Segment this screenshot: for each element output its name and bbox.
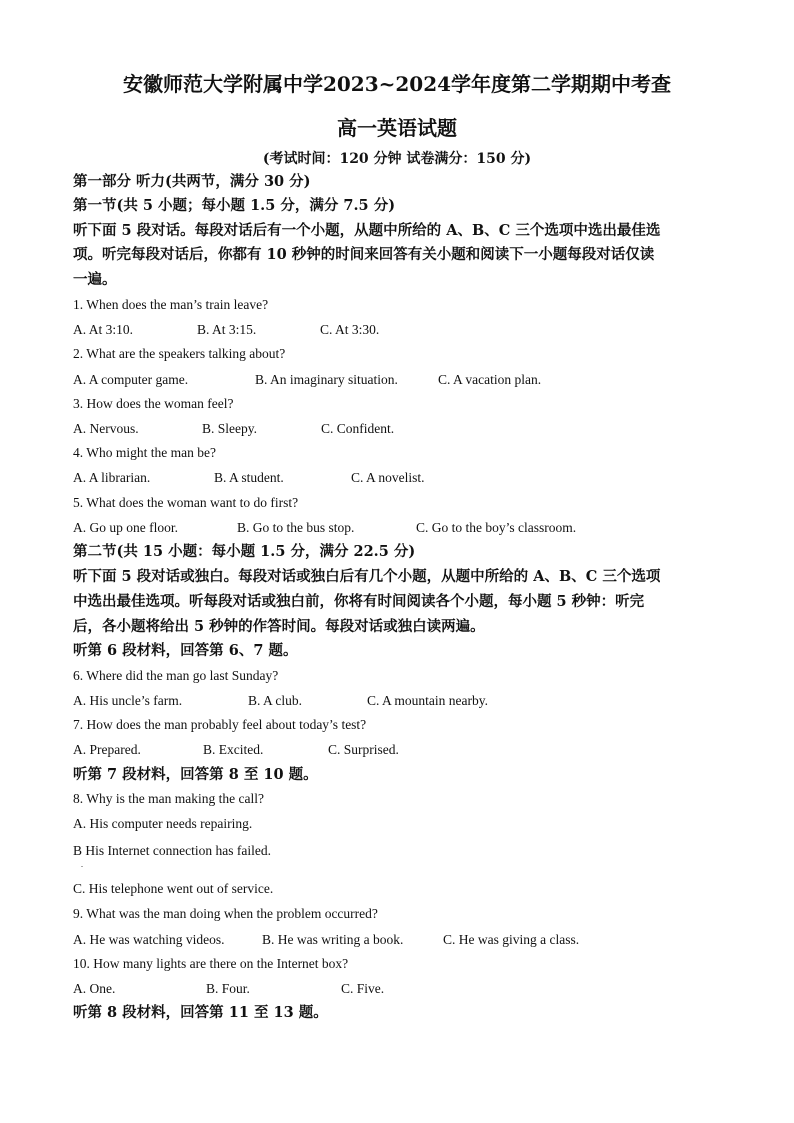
question-text: 6. Where did the man go last Sunday? <box>73 668 279 683</box>
question-text: 8. Why is the man making the call? <box>73 791 264 806</box>
option-b: B. Sleepy. <box>202 421 257 436</box>
option-a: A. A computer game. <box>73 372 189 387</box>
section1-heading: 第一节(共 5 小题；每小题 1.5 分，满分 7.5 分) <box>73 197 396 214</box>
option-b: B. He was writing a book. <box>262 932 404 947</box>
question-text: 7. How does the man probably feel about today’s test? <box>73 717 367 732</box>
option-b: B. A club. <box>248 693 303 708</box>
option-c: C. His telephone went out of service. <box>73 881 274 896</box>
option-a: A. Prepared. <box>73 742 141 757</box>
option-a: A. Nervous. <box>73 421 139 436</box>
material-note: 听第 8 段材料，回答第 11 至 13 题。 <box>73 1004 328 1021</box>
option-c: C. A mountain nearby. <box>367 693 488 708</box>
part-heading: 第一部分 听力(共两节，满分 30 分) <box>73 173 311 190</box>
section2-instruction-line: 后，各小题将给出 5 秒钟的作答时间。每段对话或独白读两遍。 <box>73 618 485 635</box>
section1-instruction-line: 听下面 5 段对话。每段对话后有一个小题，从题中所给的 A、B、C 三个选项中选出最佳选 <box>73 222 661 239</box>
section2-heading: 第二节(共 15 小题：每小题 1.5 分，满分 22.5 分) <box>73 543 416 560</box>
option-a: A. His computer needs repairing. <box>73 816 253 831</box>
option-a: A. One. <box>73 981 116 996</box>
option-b: B. Excited. <box>203 742 264 757</box>
option-b: B. At 3:15. <box>197 322 257 337</box>
option-c: C. Confident. <box>321 421 395 436</box>
material-note: 听第 6 段材料，回答第 6、7 题。 <box>73 642 298 659</box>
option-a: A. His uncle’s farm. <box>73 693 183 708</box>
option-a: A. At 3:10. <box>73 322 134 337</box>
option-a: A. He was watching videos. <box>73 932 225 947</box>
option-b: B. Go to the bus stop. <box>237 520 355 535</box>
question-text: 1. When does the man’s train leave? <box>73 297 269 312</box>
stray-mark: . <box>81 860 83 869</box>
option-c: C. At 3:30. <box>320 322 380 337</box>
section2-instruction-line: 听下面 5 段对话或独白。每段对话或独白后有几个小题，从题中所给的 A、B、C 三个选项 <box>73 568 661 585</box>
exam-title: 安徽师范大学附属中学2023~2024学年度第二学期期中考查 <box>122 72 672 96</box>
option-b: B. An imaginary situation. <box>255 372 398 387</box>
option-b: B. Four. <box>206 981 250 996</box>
option-b: B. A student. <box>214 470 284 485</box>
option-b: B His Internet connection has failed. <box>73 843 271 858</box>
option-c: C. Go to the boy’s classroom. <box>416 520 577 535</box>
option-c: C. He was giving a class. <box>443 932 580 947</box>
question-text: 5. What does the woman want to do first? <box>73 495 299 510</box>
exam-info: (考试时间：120 分钟 试卷满分：150 分) <box>262 151 532 167</box>
option-c: C. A novelist. <box>351 470 425 485</box>
option-c: C. Surprised. <box>328 742 399 757</box>
section1-instruction-line: 一遍。 <box>73 271 117 288</box>
question-text: 2. What are the speakers talking about? <box>73 346 286 361</box>
question-text: 10. How many lights are there on the Internet box? <box>73 956 349 971</box>
option-a: A. Go up one floor. <box>73 520 178 535</box>
question-text: 4. Who might the man be? <box>73 445 216 460</box>
option-c: C. Five. <box>341 981 385 996</box>
section1-instruction-line: 项。听完每段对话后，你都有 10 秒钟的时间来回答有关小题和阅读下一小题每段对话仅读 <box>73 246 655 263</box>
section2-instruction-line: 中选出最佳选项。听每段对话或独白前，你将有时间阅读各个小题，每小题 5 秒钟：听完 <box>73 593 645 610</box>
exam-subtitle: 高一英语试题 <box>337 116 457 140</box>
option-c: C. A vacation plan. <box>438 372 542 387</box>
material-note: 听第 7 段材料，回答第 8 至 10 题。 <box>73 766 318 783</box>
option-a: A. A librarian. <box>73 470 151 485</box>
question-text: 9. What was the man doing when the problem occurred? <box>73 906 378 921</box>
question-text: 3. How does the woman feel? <box>73 396 234 411</box>
